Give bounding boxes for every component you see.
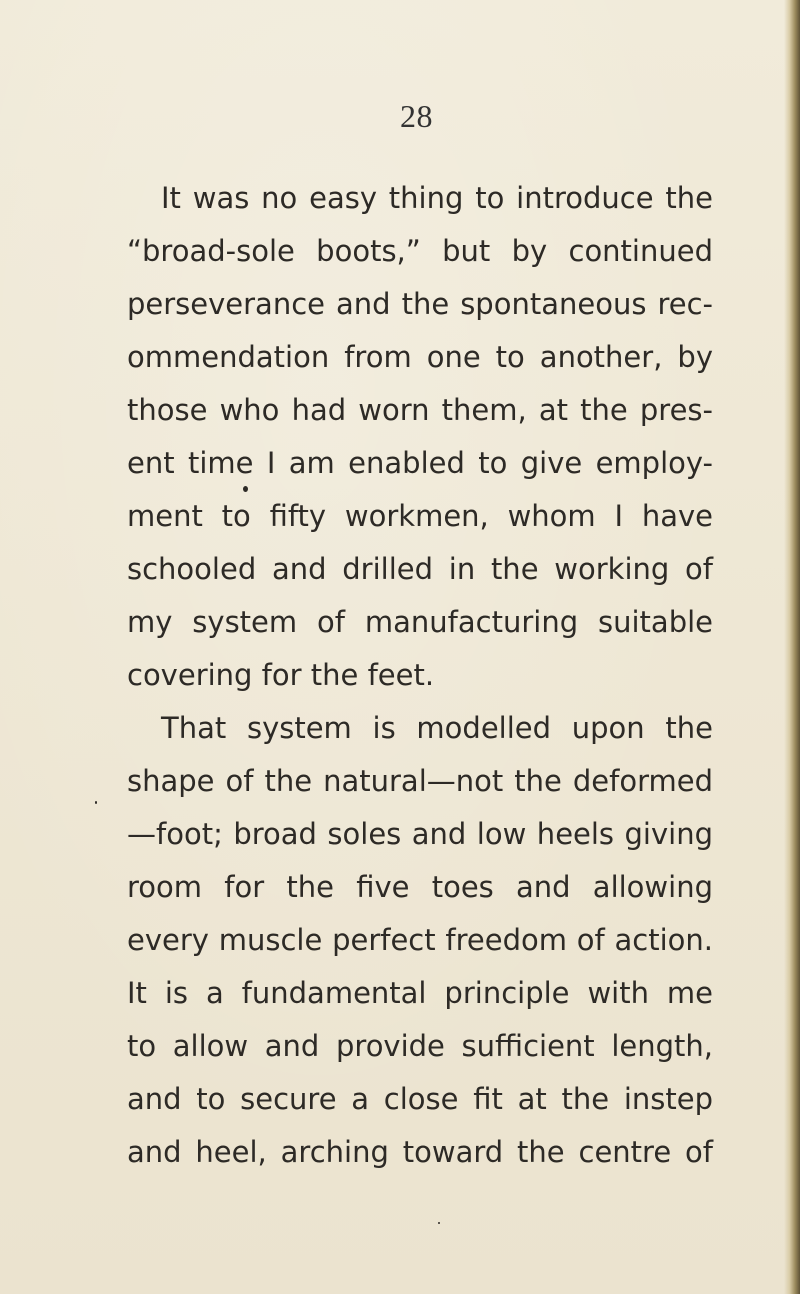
text-line: shape of the natural—not the deformed <box>127 764 713 798</box>
text-line: to allow and provide sufficient length, <box>127 1029 713 1063</box>
page-edge-shadow <box>784 0 800 1294</box>
text-line: those who had worn them, at the pres- <box>127 393 713 427</box>
ink-speck <box>95 801 97 804</box>
text-line: ommendation from one to another, by <box>127 340 713 374</box>
text-line: my system of manufacturing suitable <box>127 605 713 639</box>
body-text <box>127 172 713 1179</box>
text-line: “broad-sole boots,” but by continued <box>127 234 713 268</box>
text-line: ment to fifty workmen, whom I have <box>127 499 713 533</box>
text-line: every muscle perfect freedom of action. <box>127 923 713 957</box>
text-line: It was no easy thing to introduce the <box>161 181 713 215</box>
text-line: ent time I am enabled to give employ- <box>127 446 713 480</box>
text-line: room for the five toes and allowing <box>127 870 713 904</box>
ink-speck <box>438 1222 440 1224</box>
text-line: That system is modelled upon the <box>161 711 713 745</box>
text-line: —foot; broad soles and low heels giving <box>127 817 713 851</box>
text-line: and heel, arching toward the centre of <box>127 1135 713 1169</box>
text-line: schooled and drilled in the working of <box>127 552 713 586</box>
page-number: 28 <box>400 98 433 134</box>
text-line: and to secure a close fit at the instep <box>127 1082 713 1116</box>
ink-speck <box>243 486 248 492</box>
text-line: It is a fundamental principle with me <box>127 976 713 1010</box>
text-line: perseverance and the spontaneous rec- <box>127 287 713 321</box>
text-line: covering for the feet. <box>127 658 435 692</box>
